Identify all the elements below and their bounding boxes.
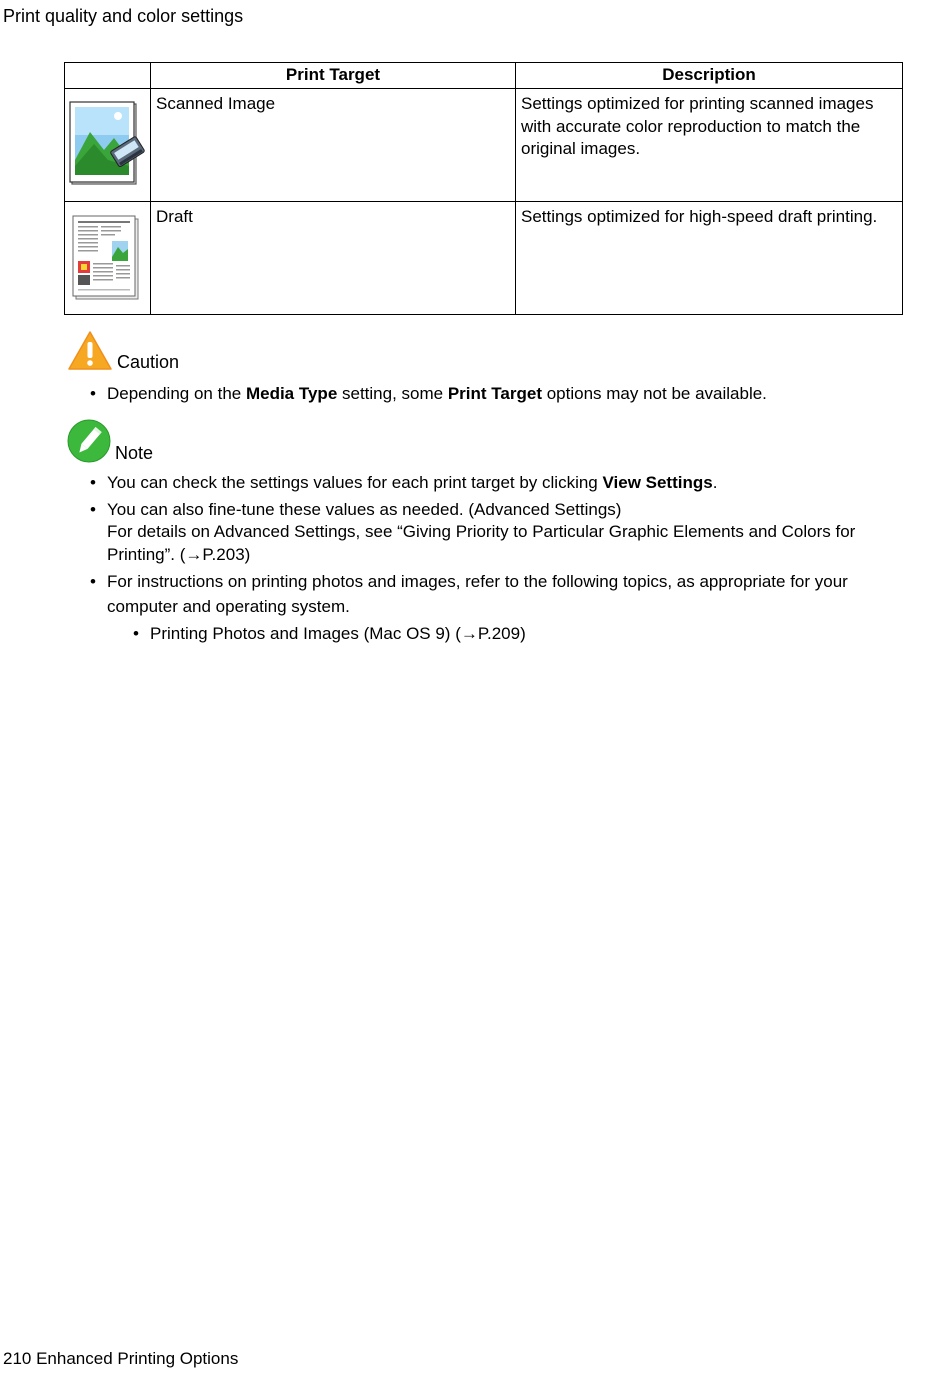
- caution-label: Caution: [117, 352, 180, 372]
- table-row: [65, 89, 903, 202]
- note-label: Note: [115, 443, 154, 463]
- note-heading: [67, 419, 153, 463]
- caution-triangle-icon: [67, 330, 113, 372]
- icon-column-header: [65, 63, 151, 89]
- note-list: [88, 472, 888, 650]
- print-target-table: [64, 62, 903, 315]
- note-item-text: • For instructions on printing photos and images, refer to the following topics, as appropriate for your computer and operating system.: [107, 572, 848, 616]
- icon-cell: [65, 202, 151, 315]
- table-header-row: [65, 63, 903, 89]
- note-sub-item: • Printing Photos and Images (Mac OS 9) (→P.209): [131, 623, 888, 646]
- caution-heading: [67, 330, 179, 372]
- caution-item: • Depending on the Media Type setting, some Print Target options may not be available.: [88, 383, 888, 406]
- note-item-line: • You can also fine-tune these values as needed. (Advanced Settings): [107, 499, 622, 519]
- note-item: [88, 499, 888, 567]
- page-footer: 210 Enhanced Printing Options: [3, 1349, 239, 1368]
- table-row: [65, 202, 903, 315]
- note-pencil-icon: [67, 419, 111, 463]
- note-item: • You can check the settings values for each print target by clicking View Settings.: [88, 472, 888, 495]
- draft-document-icon: [68, 213, 148, 303]
- target-name-cell: Draft: [151, 202, 516, 315]
- note-sub-list: [131, 623, 888, 646]
- target-description-cell: Settings optimized for printing scanned images with accurate color reproduction to match the original images.: [516, 89, 903, 202]
- icon-cell: [65, 89, 151, 202]
- note-item-line: For details on Advanced Settings, see “Giving Priority to Particular Graphic Elements and Colors for Printing”. (→P.203): [107, 522, 856, 564]
- caution-list: [88, 383, 888, 410]
- target-description-cell: Settings optimized for high-speed draft printing.: [516, 202, 903, 315]
- description-header: Description: [516, 63, 903, 89]
- scanned-image-icon: [68, 100, 148, 190]
- target-name-cell: Scanned Image: [151, 89, 516, 202]
- print-target-header: Print Target: [151, 63, 516, 89]
- running-head-title: Print quality and color settings: [3, 6, 244, 26]
- note-item: [88, 570, 888, 646]
